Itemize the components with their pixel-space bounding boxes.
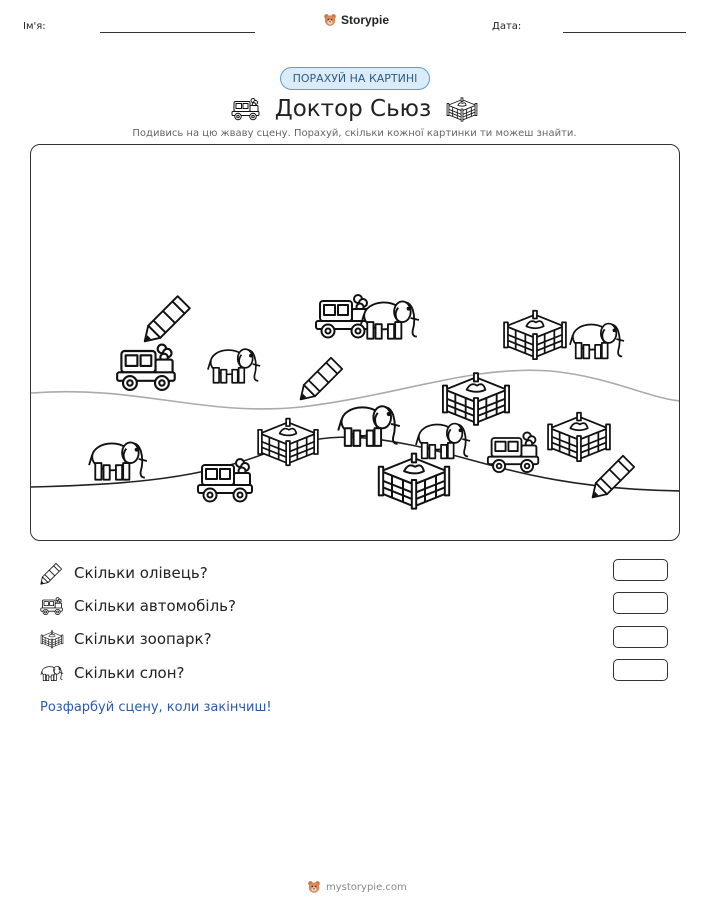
- question-text: Скільки олівець?: [74, 564, 208, 582]
- subtitle: Подивись на цю жваву сцену. Порахуй, скільки кожної картинки ти можеш знайти.: [132, 128, 577, 139]
- car-icon: [40, 594, 64, 618]
- car-icon: [117, 345, 175, 390]
- scene-illustration: [31, 145, 680, 541]
- question-text: Скільки зоопарк?: [74, 630, 212, 648]
- answer-box-car[interactable]: [613, 592, 668, 614]
- name-field[interactable]: [100, 32, 255, 33]
- name-label: Ім'я:: [23, 21, 46, 32]
- zoo-icon: [258, 419, 318, 466]
- car-icon: [198, 459, 252, 502]
- title-text: Доктор Сьюз: [274, 96, 432, 122]
- elephant-icon: [338, 406, 400, 446]
- car-icon: [488, 432, 538, 472]
- pencil-icon: [40, 561, 64, 585]
- zoo-icon: [443, 373, 509, 425]
- answer-box-zoo[interactable]: [613, 626, 668, 648]
- brand-name: Storypie: [341, 13, 390, 27]
- question-elephant: [40, 660, 185, 686]
- zoo-icon: [445, 95, 479, 123]
- zoo-icon: [379, 454, 449, 509]
- elephant-icon: [361, 301, 419, 338]
- question-pencil: [40, 560, 208, 586]
- activity-badge: ПОРАХУЙ НА КАРТИНІ: [280, 67, 430, 90]
- question-zoo: [40, 626, 212, 652]
- bear-icon: [307, 880, 321, 894]
- elephant-icon: [416, 424, 470, 459]
- coloring-instruction: Розфарбуй сцену, коли закінчиш!: [40, 700, 272, 715]
- elephant-icon: [208, 349, 260, 383]
- question-text: Скільки автомобіль?: [74, 597, 236, 615]
- date-field[interactable]: [563, 32, 686, 33]
- pencil-icon: [145, 296, 190, 341]
- date-label: Дата:: [492, 21, 522, 32]
- brand-logo: [323, 13, 389, 27]
- car-icon: [316, 295, 370, 338]
- counting-scene[interactable]: [30, 144, 680, 541]
- question-text: Скільки слон?: [74, 664, 185, 682]
- pencil-icon: [301, 358, 343, 400]
- elephant-icon: [40, 661, 64, 685]
- footer: [307, 880, 407, 894]
- question-car: [40, 593, 236, 619]
- zoo-icon: [548, 413, 610, 461]
- zoo-icon: [504, 311, 566, 359]
- answer-box-elephant[interactable]: [613, 659, 668, 681]
- bear-icon: [323, 13, 337, 27]
- pencil-icon: [593, 456, 635, 498]
- elephant-icon: [89, 442, 147, 479]
- zoo-icon: [40, 627, 64, 651]
- footer-url[interactable]: mystorypie.com: [326, 881, 407, 893]
- page-title: [230, 92, 480, 126]
- car-icon: [231, 96, 261, 122]
- answer-box-pencil[interactable]: [613, 559, 668, 581]
- elephant-icon: [570, 324, 624, 359]
